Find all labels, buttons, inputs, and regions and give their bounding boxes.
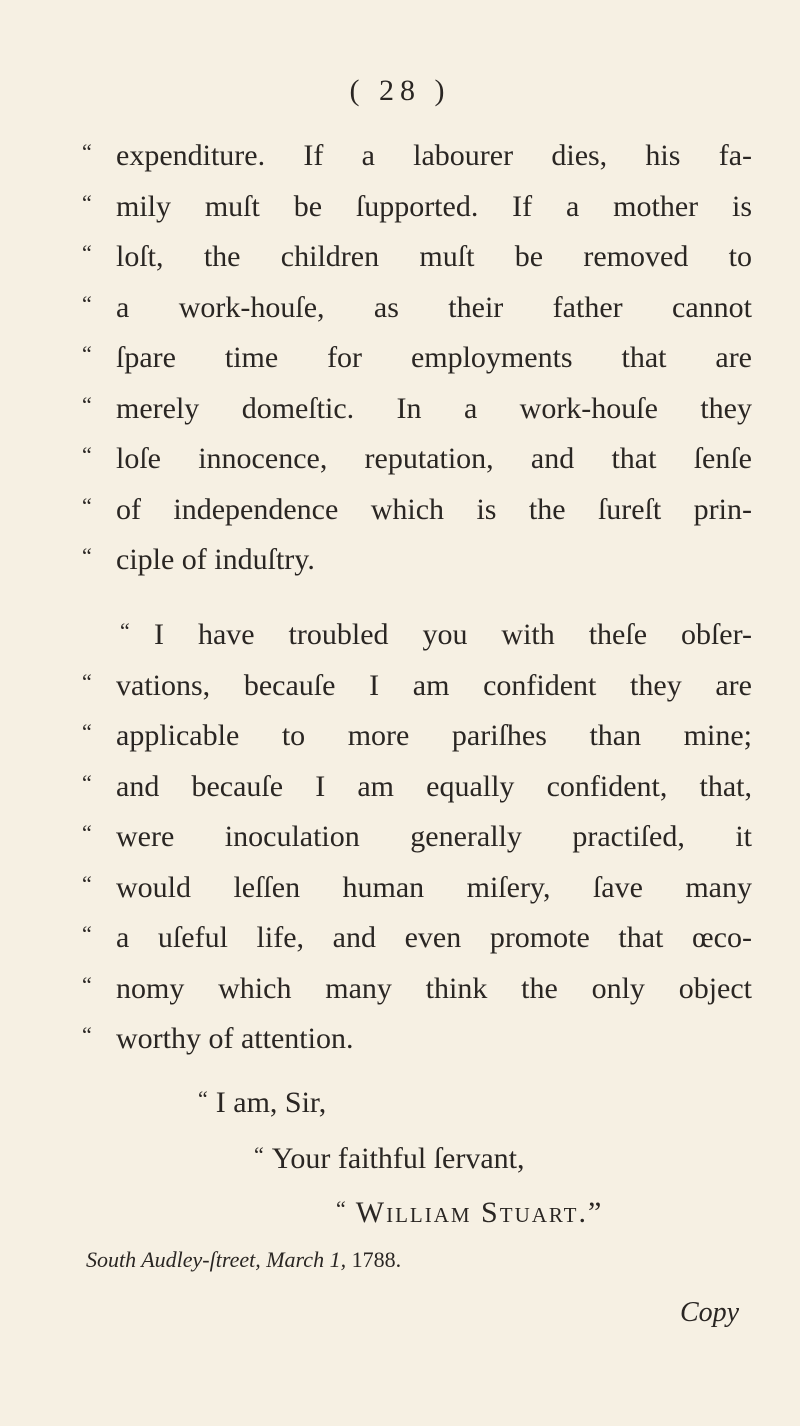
- text-line: [82, 228, 752, 278]
- quote-mark: “: [82, 543, 92, 568]
- quote-mark: “: [82, 341, 92, 366]
- quote-mark: “: [82, 921, 92, 946]
- quote-mark: “: [82, 492, 92, 518]
- line-text: a work-houſe, as their father cannot: [116, 290, 752, 324]
- text-line: [82, 1010, 752, 1060]
- text-line: [82, 127, 752, 177]
- text-line: [82, 178, 752, 228]
- closing-salutation: “ I am, Sir,: [198, 1086, 327, 1119]
- line-text: nomy which many think the only object: [116, 971, 752, 1005]
- quote-mark: “: [82, 719, 92, 744]
- text-line: [82, 430, 752, 480]
- quote-mark: “: [82, 240, 92, 265]
- text-line: [82, 808, 752, 858]
- quote-mark: “: [82, 391, 92, 417]
- line-text: of independence which is the ſureſt prin-: [116, 492, 752, 526]
- line-text: and becauſe I am equally confident, that,: [116, 769, 752, 803]
- closing-signature: “ William Stuart.”: [336, 1196, 604, 1229]
- quote-mark: “: [82, 189, 92, 215]
- line-text: ſpare time for employments that are: [116, 341, 752, 374]
- line-text: loſt, the children muſt be removed to: [116, 240, 752, 273]
- line-text: would leſſen human miſery, ſave many: [116, 870, 752, 904]
- text-line: [82, 960, 752, 1010]
- quote-mark: “: [82, 820, 92, 845]
- closing-servant: “ Your faithful ſervant,: [254, 1142, 525, 1175]
- text-line: [82, 531, 752, 581]
- text-line: [82, 707, 752, 757]
- quote-mark: “: [82, 668, 92, 694]
- line-text: worthy of attention.: [116, 1022, 354, 1055]
- quote-mark: “: [82, 870, 92, 896]
- line-text: expenditure. If a labourer dies, his fa-: [116, 139, 752, 172]
- line-text: a uſeful life, and even promote that œco-: [116, 921, 752, 954]
- text-line: [82, 909, 752, 959]
- quote-mark: “: [82, 139, 92, 164]
- text-line: [82, 329, 752, 379]
- catchword: Copy: [680, 1297, 740, 1328]
- text-line: [82, 657, 752, 707]
- line-text: vations, becauſe I am confident they are: [116, 668, 752, 702]
- page-number: ( 28 ): [349, 74, 451, 107]
- quote-mark: “: [120, 618, 130, 643]
- quote-mark: “: [82, 971, 92, 997]
- text-line: [120, 606, 752, 656]
- quote-mark: “: [82, 769, 92, 795]
- line-text: mily muſt be ſupported. If a mother is: [116, 189, 752, 223]
- quote-mark: “: [82, 290, 92, 316]
- line-text: I have troubled you with theſe obſer-: [154, 618, 752, 651]
- line-text: merely domeſtic. In a work-houſe they: [116, 391, 752, 425]
- line-text: loſe innocence, reputation, and that ſenſe: [116, 442, 752, 475]
- text-line: [82, 380, 752, 430]
- text-line: [82, 859, 752, 909]
- place-and-date: South Audley-ſtreet, March 1, 1788.: [86, 1247, 402, 1272]
- text-line: [82, 279, 752, 329]
- quote-mark: “: [82, 442, 92, 467]
- line-text: applicable to more pariſhes than mine;: [116, 719, 752, 752]
- line-text: ciple of induſtry.: [116, 543, 315, 576]
- quote-mark: “: [82, 1022, 92, 1047]
- line-text: were inoculation generally practiſed, it: [116, 820, 752, 853]
- text-line: [82, 758, 752, 808]
- text-line: [82, 481, 752, 531]
